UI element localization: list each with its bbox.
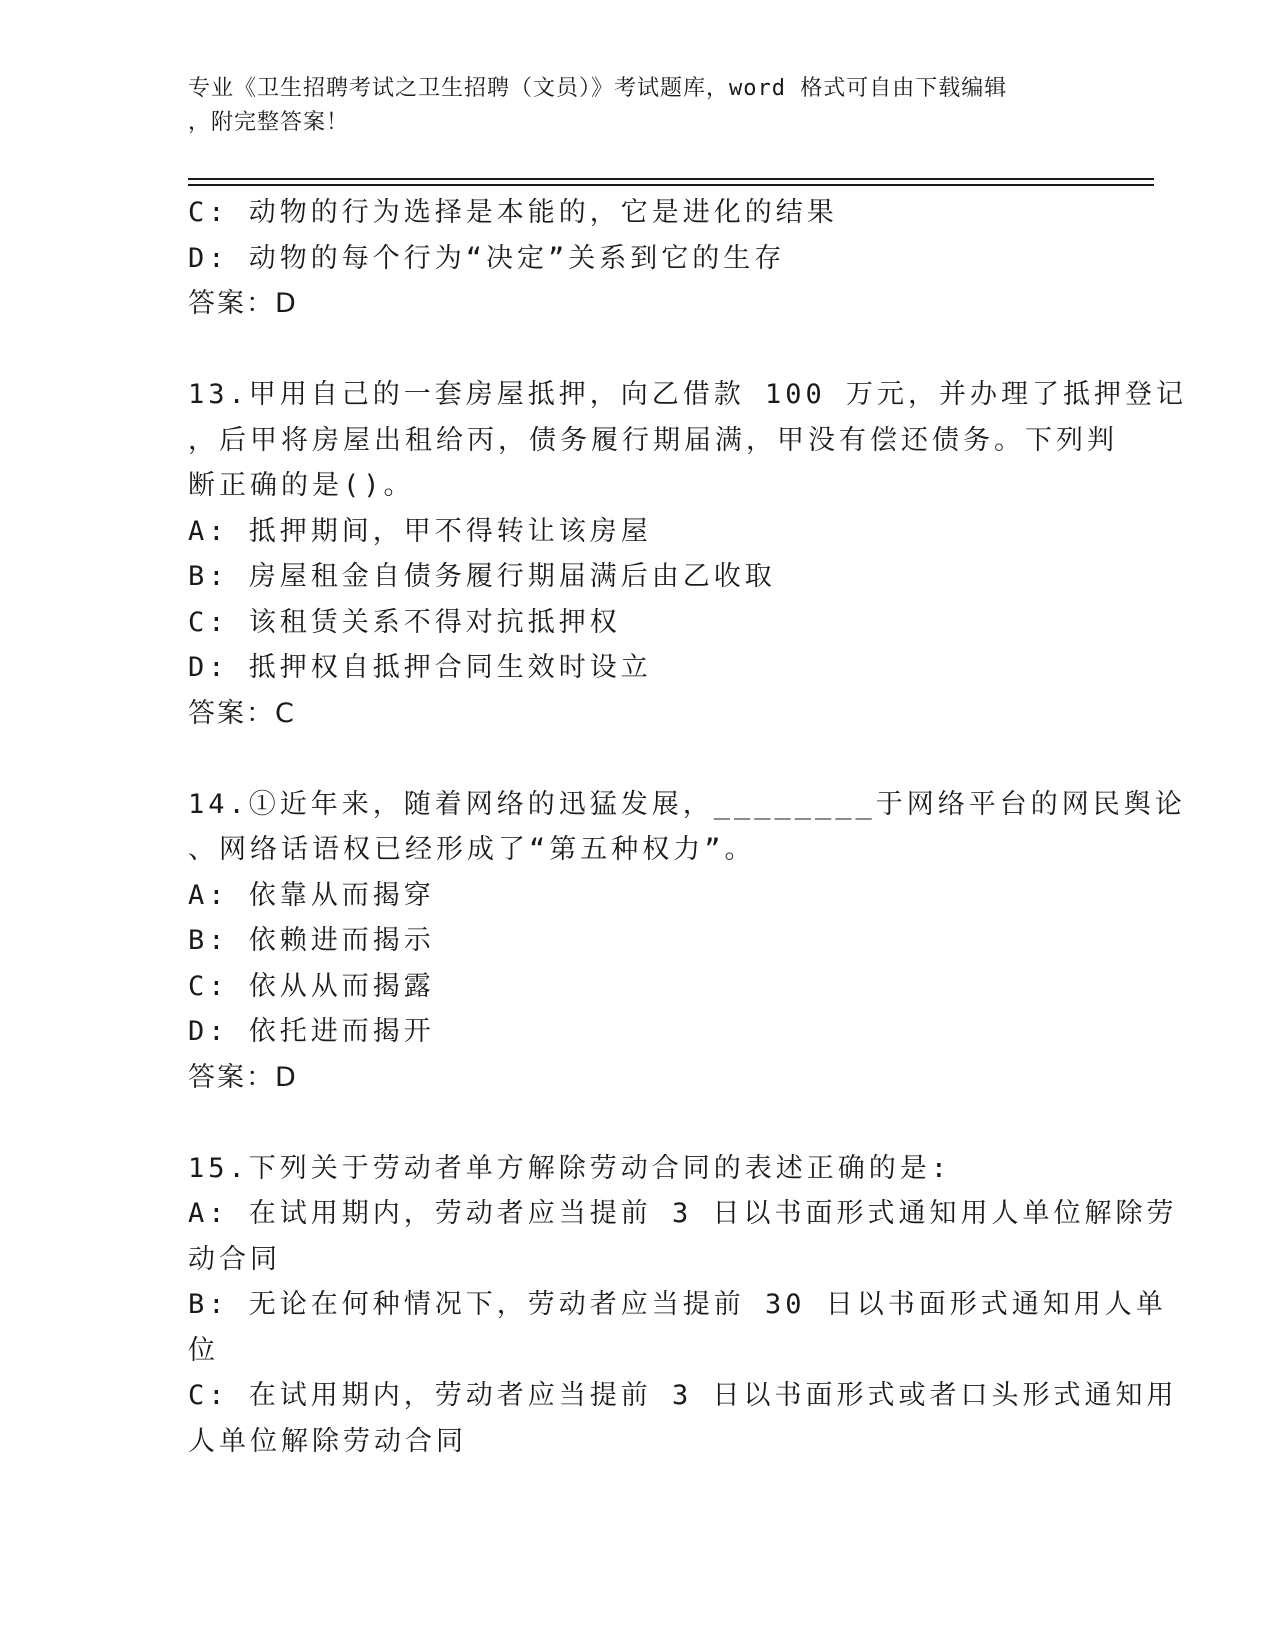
option-c: C: 在试用期内，劳动者应当提前 3 日以书面形式或者口头形式通知用	[188, 1380, 1178, 1411]
question-13	[188, 372, 1188, 736]
option-b: B: 依赖进而揭示	[188, 925, 435, 956]
question-15	[188, 1146, 1178, 1465]
option-b-continued: 位	[188, 1334, 219, 1366]
header-line-2: ，附完整答案！	[188, 110, 350, 135]
option-c-continued: 人单位解除劳动合同	[188, 1425, 467, 1457]
option-d: D: 抵押权自抵押合同生效时设立	[188, 652, 652, 683]
spacer	[188, 1100, 1088, 1146]
spacer	[188, 736, 1088, 782]
option-d: D: 动物的每个行为“决定”关系到它的生存	[188, 242, 786, 274]
option-d: D: 依托进而揭开	[188, 1016, 435, 1047]
answer-line: 答案：D	[188, 1061, 298, 1093]
document-header	[188, 72, 1078, 140]
option-a-continued: 动合同	[188, 1243, 281, 1275]
question-14	[188, 782, 1186, 1101]
option-b: B: 无论在何种情况下，劳动者应当提前 30 日以书面形式通知用人单	[188, 1289, 1167, 1320]
question-stem: ，后甲将房屋出租给丙，债务履行期届满，甲没有偿还债务。下列判	[188, 424, 1118, 456]
answer-line: 答案：D	[188, 288, 298, 319]
header-divider-top	[188, 178, 1154, 180]
question-12-tail	[188, 190, 1088, 327]
answer-line: 答案：C	[188, 697, 296, 729]
question-stem: 断正确的是()。	[188, 470, 415, 501]
option-c: C: 依从从而揭露	[188, 970, 435, 1002]
spacer	[188, 327, 1088, 373]
question-stem: 14.①近年来，随着网络的迅猛发展，________于网络平台的网民舆论	[188, 788, 1186, 820]
question-stem: 15.下列关于劳动者单方解除劳动合同的表述正确的是:	[188, 1152, 952, 1184]
option-c: C: 动物的行为选择是本能的，它是进化的结果	[188, 197, 838, 228]
option-a: A: 抵押期间，甲不得转让该房屋	[188, 515, 652, 547]
question-stem: 13.甲用自己的一套房屋抵押，向乙借款 100 万元，并办理了抵押登记	[188, 379, 1188, 410]
option-a: A: 在试用期内，劳动者应当提前 3 日以书面形式通知用人单位解除劳	[188, 1198, 1178, 1229]
header-divider-bottom	[188, 184, 1154, 186]
option-c: C: 该租赁关系不得对抗抵押权	[188, 606, 621, 638]
header-line-1: 专业《卫生招聘考试之卫生招聘（文员）》考试题库，word 格式可自由下载编辑	[188, 76, 1008, 101]
option-b: B: 房屋租金自债务履行期届满后由乙收取	[188, 561, 776, 592]
option-a: A: 依靠从而揭穿	[188, 879, 435, 911]
question-stem: 、网络话语权已经形成了“第五种权力”。	[188, 834, 756, 865]
question-list	[188, 190, 1188, 1464]
